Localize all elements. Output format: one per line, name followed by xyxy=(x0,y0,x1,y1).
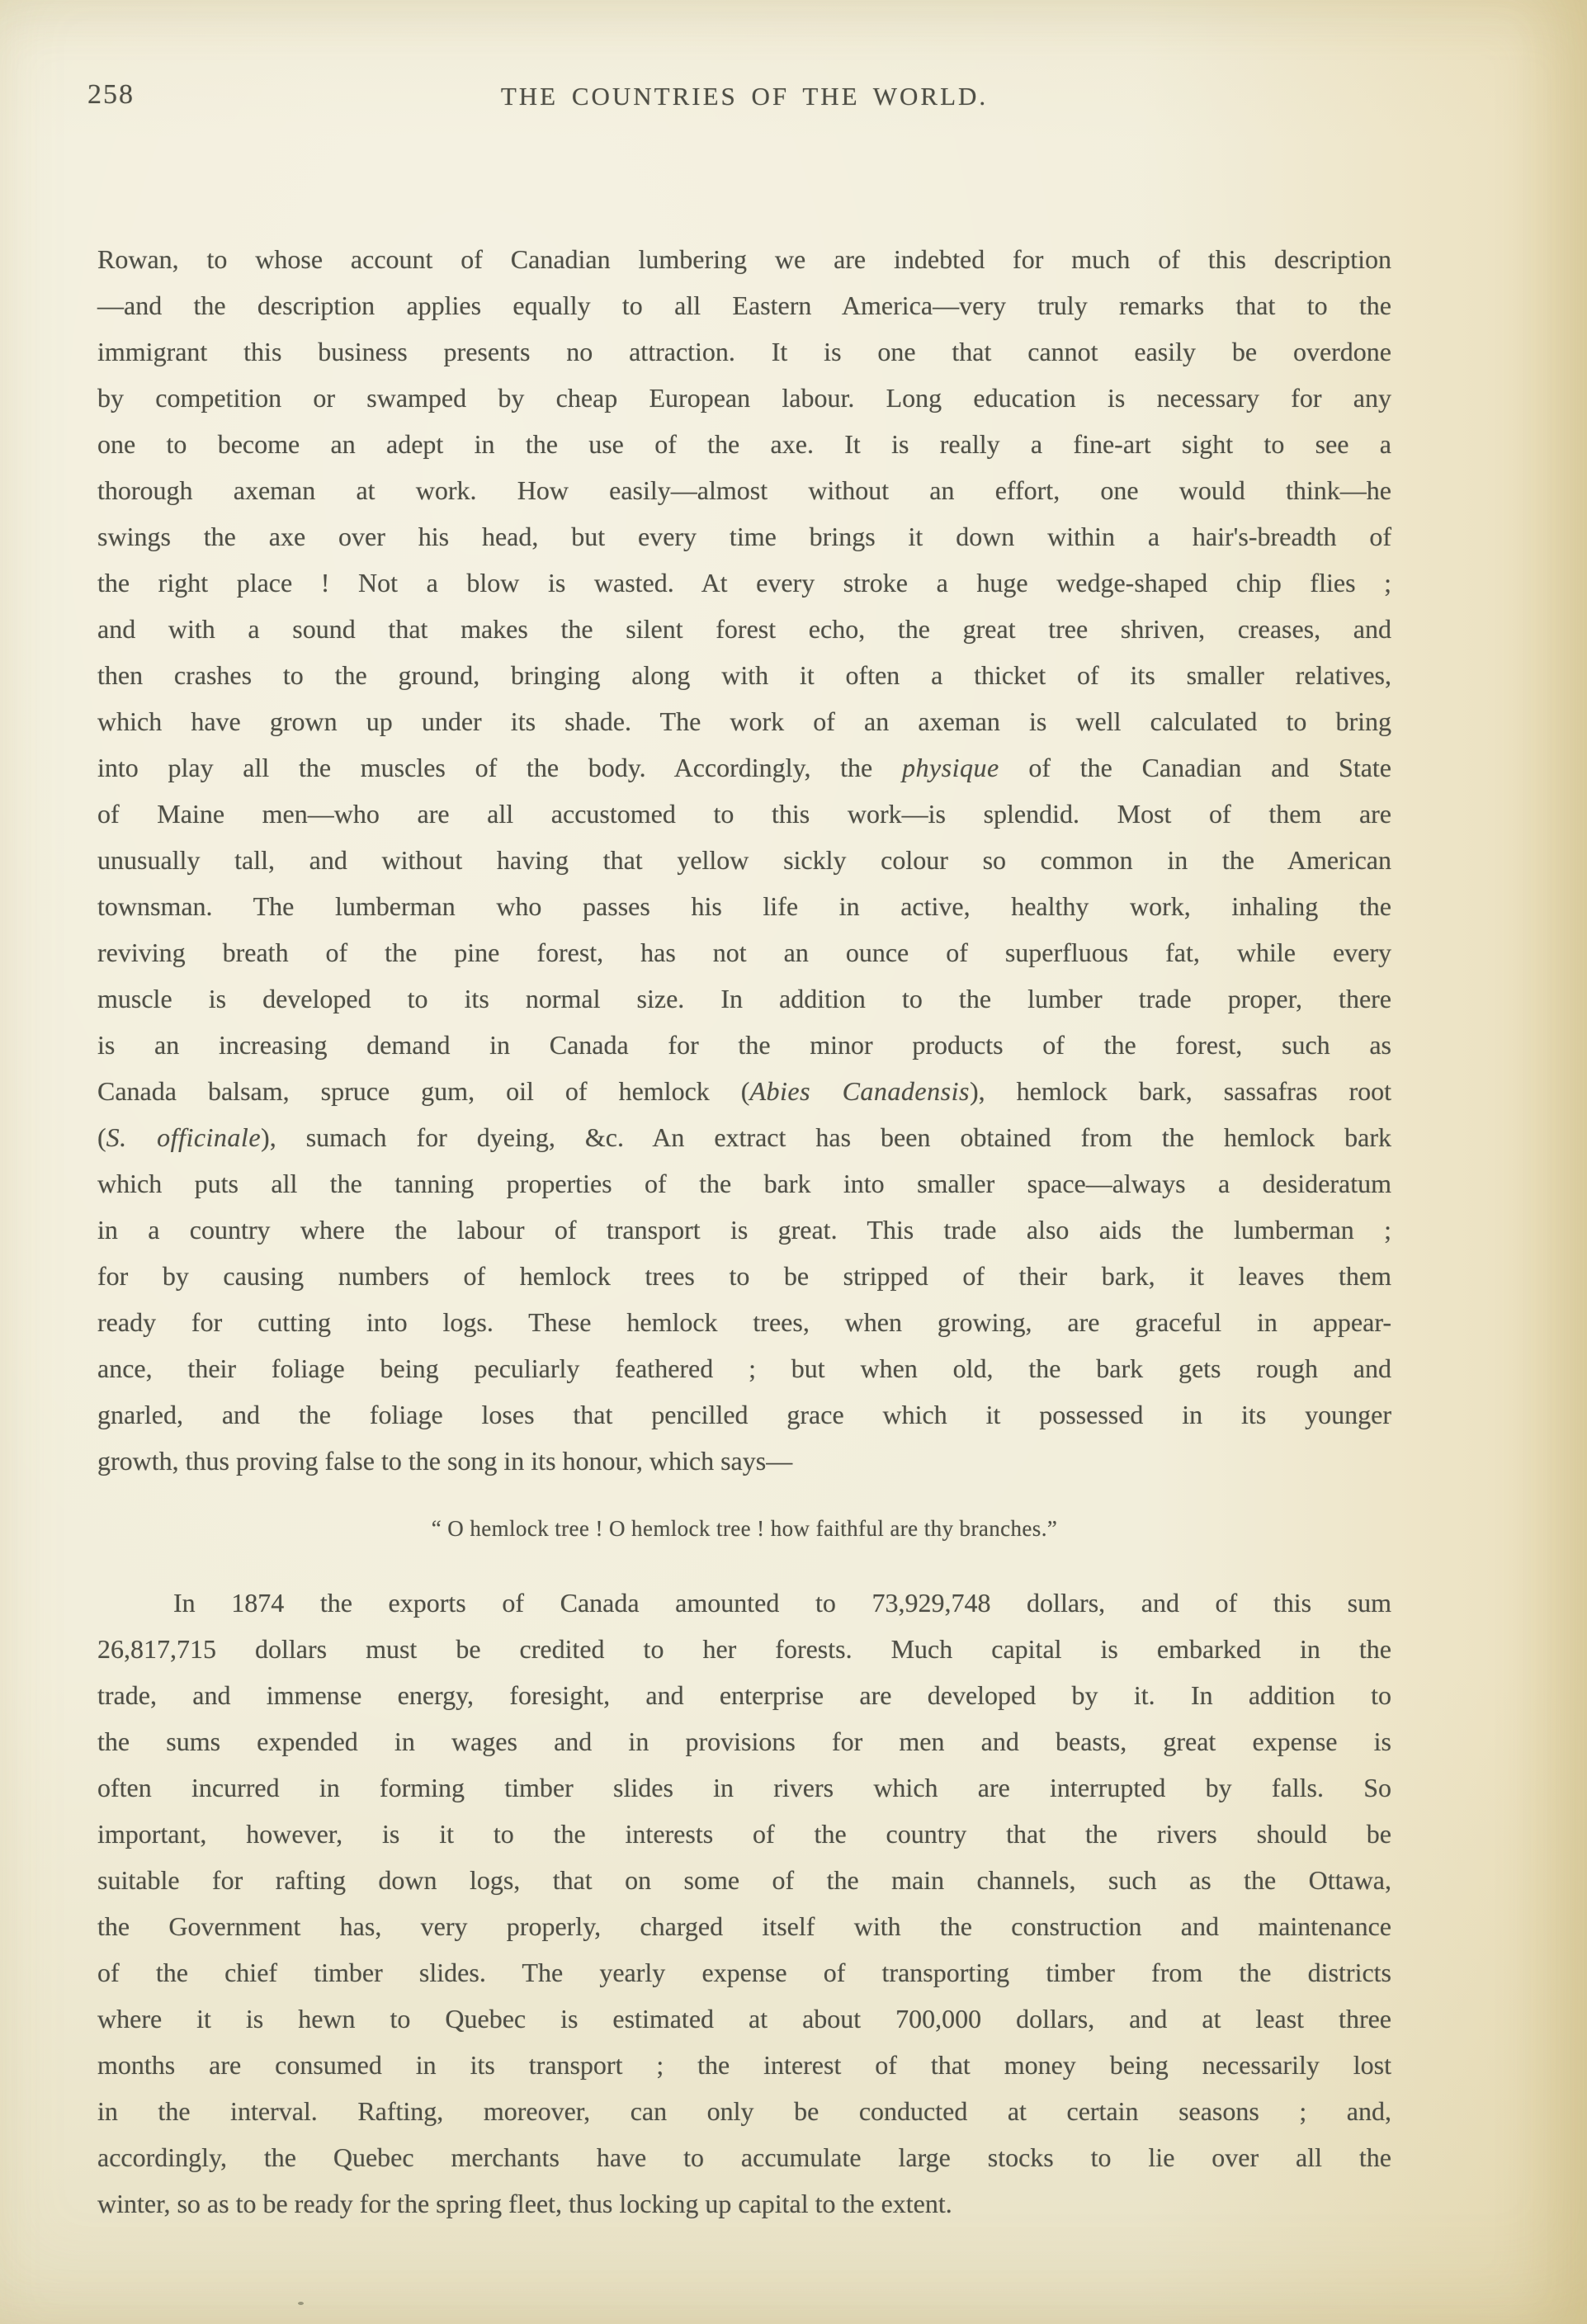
text-line: townsman. The lumberman who passes his life in active, healthy work, inhaling the xyxy=(97,891,1391,921)
text-line: by competition or swamped by cheap European labour. Long education is necessary for any xyxy=(97,383,1391,413)
text-line: of the chief timber slides. The yearly expense of transporting timber from the districts xyxy=(97,1958,1391,1987)
text-line: then crashes to the ground, bringing along with it often a thicket of its smaller relatives, xyxy=(97,660,1391,690)
text-line: accordingly, the Quebec merchants have to accumulate large stocks to lie over all the xyxy=(97,2142,1391,2172)
text-line: which puts all the tanning properties of the bark into smaller space—always a desideratum xyxy=(97,1169,1391,1198)
text-line: muscle is developed to its normal size. In addition to the lumber trade proper, there xyxy=(97,984,1391,1013)
text-line: the sums expended in wages and in provisions for men and beasts, great expense is xyxy=(97,1726,1391,1756)
text-line: suitable for rafting down logs, that on some of the main channels, such as the Ottawa, xyxy=(97,1865,1391,1895)
page-text xyxy=(97,236,1391,2227)
text-line: in the interval. Rafting, moreover, can only be conducted at certain seasons ; and, xyxy=(97,2096,1391,2126)
text-line: swings the axe over his head, but every time brings it down within a hair's-breadth of xyxy=(97,522,1391,551)
text-line: thorough axeman at work. How easily—almost without an effort, one would think—he xyxy=(97,475,1391,505)
text-line: where it is hewn to Quebec is estimated at about 700,000 dollars, and at least three xyxy=(97,2004,1391,2034)
paragraph-1 xyxy=(97,236,1391,1484)
text-line: immigrant this business presents no attraction. It is one that cannot easily be overdone xyxy=(97,337,1391,366)
text-line: 26,817,715 dollars must be credited to her forests. Much capital is embarked in the xyxy=(97,1634,1391,1664)
text-line: and with a sound that makes the silent forest echo, the great tree shriven, creases, and xyxy=(97,614,1391,644)
text-line: (S. officinale), sumach for dyeing, &c. An extract has been obtained from the hemlock bark xyxy=(97,1122,1392,1152)
text-line: growth, thus proving false to the song in its honour, which says— xyxy=(97,1446,793,1476)
running-title: THE COUNTRIES OF THE WORLD. xyxy=(500,82,989,111)
text-line: the Government has, very properly, charged itself with the construction and maintenance xyxy=(97,1911,1391,1941)
text-line: months are consumed in its transport ; the interest of that money being necessarily lost xyxy=(97,2050,1391,2080)
scan-speck xyxy=(298,2302,304,2305)
text-line: trade, and immense energy, foresight, and enterprise are developed by it. In addition to xyxy=(97,1680,1391,1710)
text-line: In 1874 the exports of Canada amounted to 73,929,748 dollars, and of this sum xyxy=(173,1588,1391,1618)
text-line: ance, their foliage being peculiarly feathered ; but when old, the bark gets rough and xyxy=(97,1353,1391,1383)
text-line: reviving breath of the pine forest, has not an ounce of superfluous fat, while every xyxy=(97,938,1391,967)
text-line: the right place ! Not a blow is wasted. At every stroke a huge wedge-shaped chip flies ; xyxy=(97,568,1391,598)
text-line: Rowan, to whose account of Canadian lumbering we are indebted for much of this description xyxy=(97,244,1391,274)
text-line: of Maine men—who are all accustomed to this work—is splendid. Most of them are xyxy=(97,799,1391,829)
text-line: is an increasing demand in Canada for the minor products of the forest, such as xyxy=(97,1030,1391,1060)
text-line: which have grown up under its shade. The work of an axeman is well calculated to bring xyxy=(97,706,1391,736)
text-line: for by causing numbers of hemlock trees to be stripped of their bark, it leaves them xyxy=(97,1261,1391,1291)
text-line: often incurred in forming timber slides in rivers which are interrupted by falls. So xyxy=(97,1773,1391,1802)
page-number: 258 xyxy=(87,79,135,110)
text-line: —and the description applies equally to all Eastern America—very truly remarks that to the xyxy=(97,290,1391,320)
paragraph-2 xyxy=(97,1580,1391,2227)
text-line: unusually tall, and without having that yellow sickly colour so common in the American xyxy=(97,845,1391,875)
text-line: ready for cutting into logs. These hemlock trees, when growing, are graceful in appear- xyxy=(97,1307,1391,1337)
text-line: into play all the muscles of the body. Accordingly, the physique of the Canadian and State xyxy=(97,753,1391,782)
text-line: important, however, is it to the interests of the country that the rivers should be xyxy=(97,1819,1391,1849)
text-line: winter, so as to be ready for the spring fleet, thus locking up capital to the extent. xyxy=(97,2189,952,2218)
text-line: one to become an adept in the use of the axe. It is really a fine-art sight to see a xyxy=(97,429,1391,459)
text-line: Canada balsam, spruce gum, oil of hemlock (Abies Canadensis), hemlock bark, sassafras root xyxy=(97,1076,1392,1106)
text-line: in a country where the labour of transport is great. This trade also aids the lumberman ; xyxy=(97,1215,1391,1245)
text-line: gnarled, and the foliage loses that pencilled grace which it possessed in its younger xyxy=(97,1400,1391,1429)
verse-quote: “ O hemlock tree ! O hemlock tree ! how faithful are thy branches.” xyxy=(431,1516,1058,1541)
